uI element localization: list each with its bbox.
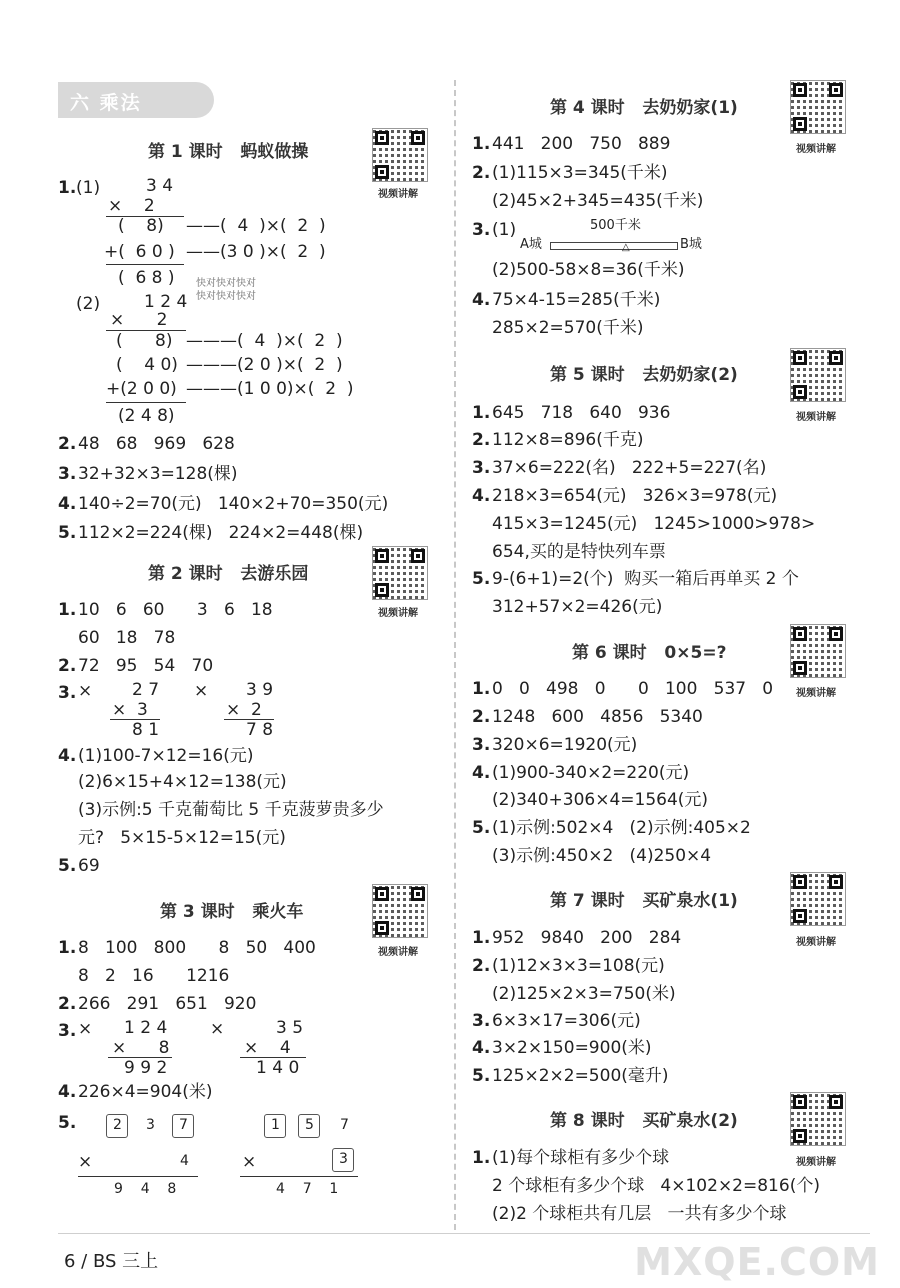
answer: (2)45×2+345=435(千米): [492, 191, 704, 211]
question-number: 3.: [58, 683, 77, 703]
answer: (1): [492, 220, 517, 240]
answer: (3)示例:450×2 (4)250×4: [492, 846, 712, 866]
qr-code-lesson-8[interactable]: [790, 1092, 846, 1146]
answer: (2)6×15+4×12=138(元): [78, 772, 287, 792]
city-a-label: A城: [520, 237, 542, 252]
digit: 4 7 1: [276, 1181, 339, 1197]
calc-row: 3 4: [146, 176, 174, 196]
question-number: 2.: [58, 994, 77, 1014]
answer: (2)340+306×4=1564(元): [492, 790, 709, 810]
calc-row: × 2: [110, 310, 168, 330]
question-number: 5.: [472, 818, 491, 838]
qr-caption: 视频讲解: [796, 1157, 836, 1168]
calc-row: ( 6 8 ): [118, 268, 175, 288]
calc-row: × 3: [112, 700, 148, 720]
answer: 3×2×150=900(米): [492, 1038, 652, 1058]
mark: ×: [78, 1152, 93, 1172]
digit: 4: [180, 1153, 189, 1169]
note: 快对快对快对: [196, 278, 256, 289]
answer: 37×6=222(名) 222+5=227(名): [492, 458, 767, 478]
answer: 952 9840 200 284: [492, 928, 682, 948]
question-number: 1.: [58, 938, 77, 958]
qr-code-lesson-7[interactable]: [790, 872, 846, 926]
question-number: 3.: [472, 458, 491, 478]
calc-row: ( 8): [118, 216, 164, 236]
mark: ×: [194, 681, 209, 701]
calc-row: 3 5: [276, 1018, 304, 1038]
answer: 218×3=654(元) 326×3=978(元): [492, 486, 778, 506]
digit: 9 4 8: [114, 1181, 177, 1197]
answer: 72 95 54 70: [78, 656, 214, 676]
answer: 112×2=224(棵) 224×2=448(棵): [78, 523, 364, 543]
route-bar: [550, 242, 678, 250]
answer: 元? 5×15-5×12=15(元): [78, 828, 286, 848]
calc-row: +(2 0 0): [106, 379, 177, 399]
calc-row: ———(1 0 0)×( 2 ): [186, 379, 354, 399]
chapter-title: 六 乘法: [70, 92, 142, 114]
question-number: 3.: [472, 220, 491, 240]
question-number: 3.: [58, 464, 77, 484]
distance-label: 500千米: [590, 218, 641, 233]
answer: 112×8=896(千克): [492, 430, 644, 450]
question-number: 2.: [472, 430, 491, 450]
lesson-1-title: 第 1 课时 蚂蚁做操: [148, 142, 309, 162]
calc-row: ———(2 0 )×( 2 ): [186, 355, 343, 375]
answer: 69: [78, 856, 100, 876]
question-number: 5.: [472, 1066, 491, 1086]
calc-row: (2 4 8): [118, 406, 175, 426]
lesson-3-title: 第 3 课时 乘火车: [160, 902, 304, 922]
question-number: 3.: [58, 1021, 77, 1041]
answer: 10 6 60 3 6 18: [78, 600, 273, 620]
mark: ×: [242, 1152, 257, 1172]
answer: (3)示例:5 千克葡萄比 5 千克菠萝贵多少: [78, 800, 384, 820]
question-number: 2.: [472, 707, 491, 727]
calc-row: × 2: [108, 196, 155, 216]
digit: 1: [271, 1117, 280, 1133]
answer: 266 291 651 920: [78, 994, 257, 1014]
qr-caption: 视频讲解: [378, 608, 418, 619]
note: 快对快对快对: [196, 291, 256, 302]
question-number: 5.: [58, 1113, 77, 1133]
answer: 441 200 750 889: [492, 134, 671, 154]
qr-code-lesson-5[interactable]: [790, 348, 846, 402]
city-b-label: B城: [680, 237, 702, 252]
calc-row: ——(3 0 )×( 2 ): [186, 242, 326, 262]
answer: (2)2 个球柜共有几层 一共有多少个球: [492, 1204, 787, 1224]
answer: 285×2=570(千米): [492, 318, 644, 338]
lesson-4-title: 第 4 课时 去奶奶家(1): [550, 98, 738, 118]
answer: (1)12×3×3=108(元): [492, 956, 665, 976]
question-number: 4.: [472, 486, 491, 506]
qr-caption: 视频讲解: [796, 937, 836, 948]
question-number: 1.: [472, 928, 491, 948]
answer: 8 2 16 1216: [78, 966, 230, 986]
answer: (1)每个球柜有多少个球: [492, 1148, 670, 1168]
answer: (1)900-340×2=220(元): [492, 763, 690, 783]
calc-row: × 8: [112, 1038, 170, 1058]
digit: 2: [113, 1117, 122, 1133]
calc-line: [106, 264, 184, 265]
triangle-marker: △: [622, 242, 630, 253]
answer: 654,买的是特快列车票: [492, 542, 666, 562]
answer: 6×3×17=306(元): [492, 1011, 641, 1031]
calc-row: 3 9: [246, 680, 274, 700]
question-number: 3.: [472, 1011, 491, 1031]
calc-row: ———( 4 )×( 2 ): [186, 331, 343, 351]
sub-label: (1): [76, 178, 101, 198]
calc-row: × 2: [226, 700, 262, 720]
calc-row: 7 8: [246, 720, 274, 740]
question-number: 4.: [472, 763, 491, 783]
answer: 312+57×2=426(元): [492, 597, 663, 617]
qr-code-lesson-2[interactable]: [372, 546, 428, 600]
question-number: 2.: [58, 434, 77, 454]
calc-row: 1 2 4: [144, 292, 188, 312]
answer: 320×6=1920(元): [492, 735, 638, 755]
digit: 7: [340, 1117, 349, 1133]
answer: 75×4-15=285(千米): [492, 290, 661, 310]
question-number: 5.: [58, 523, 77, 543]
lesson-2-title: 第 2 课时 去游乐园: [148, 564, 309, 584]
qr-code-lesson-6[interactable]: [790, 624, 846, 678]
sub-label: (2): [76, 294, 101, 314]
answer: 8 100 800 8 50 400: [78, 938, 316, 958]
qr-caption: 视频讲解: [796, 144, 836, 155]
question-number: 2.: [58, 656, 77, 676]
answer: 226×4=904(米): [78, 1082, 213, 1102]
mark: ×: [210, 1019, 225, 1039]
answer: 125×2×2=500(毫升): [492, 1066, 669, 1086]
calc-row: ( 4 0): [116, 355, 178, 375]
answer: 645 718 640 936: [492, 403, 671, 423]
question-number: 1.: [58, 600, 77, 620]
answer: 48 68 969 628: [78, 434, 235, 454]
question-number: 1.: [472, 134, 491, 154]
answer: 2 个球柜有多少个球 4×102×2=816(个): [492, 1176, 820, 1196]
question-number: 1.: [472, 679, 491, 699]
watermark: MXQE.COM: [634, 1240, 880, 1284]
calc-row: ( 8): [116, 331, 173, 351]
answer: (1)115×3=345(千米): [492, 163, 668, 183]
question-number: 2.: [472, 956, 491, 976]
question-number: 5.: [58, 856, 77, 876]
answer: 1248 600 4856 5340: [492, 707, 703, 727]
qr-caption: 视频讲解: [796, 412, 836, 423]
lesson-5-title: 第 5 课时 去奶奶家(2): [550, 365, 738, 385]
mark: ×: [78, 1019, 93, 1039]
answer: 9-(6+1)=2(个) 购买一箱后再单买 2 个: [492, 569, 799, 589]
digit: 3: [339, 1151, 348, 1167]
qr-code-lesson-1[interactable]: [372, 128, 428, 182]
digit: 7: [179, 1117, 188, 1133]
qr-code-lesson-3[interactable]: [372, 884, 428, 938]
calc-row: 1 2 4: [124, 1018, 168, 1038]
qr-caption: 视频讲解: [378, 189, 418, 200]
footer-rule: [58, 1233, 870, 1234]
question-number: 1.: [58, 178, 77, 198]
digit: 5: [305, 1117, 314, 1133]
calc-row: 9 9 2: [124, 1058, 168, 1078]
question-number: 3.: [472, 735, 491, 755]
calc-row: +( 6 0 ): [104, 242, 175, 262]
answer: (2)500-58×8=36(千米): [492, 260, 685, 280]
lesson-7-title: 第 7 课时 买矿泉水(1): [550, 891, 738, 911]
calc-row: 8 1: [132, 720, 160, 740]
lesson-8-title: 第 8 课时 买矿泉水(2): [550, 1111, 738, 1131]
calc-line: [78, 1176, 198, 1177]
calc-line: [106, 402, 186, 403]
lesson-6-title: 第 6 课时 0×5=?: [572, 643, 727, 663]
question-number: 4.: [472, 290, 491, 310]
question-number: 1.: [472, 1148, 491, 1168]
qr-caption: 视频讲解: [796, 688, 836, 699]
calc-line: [240, 1176, 358, 1177]
answer: 0 0 498 0 0 100 537 0: [492, 679, 774, 699]
answer: (1)100-7×12=16(元): [78, 746, 254, 766]
calc-row: 2 7: [132, 680, 160, 700]
question-number: 1.: [472, 403, 491, 423]
answer: 32+32×3=128(棵): [78, 464, 238, 484]
question-number: 2.: [472, 163, 491, 183]
question-number: 4.: [58, 1082, 77, 1102]
question-number: 5.: [472, 569, 491, 589]
question-number: 4.: [58, 746, 77, 766]
mark: ×: [78, 681, 93, 701]
qr-code-lesson-4[interactable]: [790, 80, 846, 134]
answer: (2)125×2×3=750(米): [492, 984, 676, 1004]
calc-row: ——( 4 )×( 2 ): [186, 216, 326, 236]
answer: 140÷2=70(元) 140×2+70=350(元): [78, 494, 389, 514]
chapter-tab: [58, 82, 214, 118]
calc-row: 1 4 0: [256, 1058, 300, 1078]
column-divider: [454, 80, 456, 1230]
answer: 415×3=1245(元) 1245>1000>978>: [492, 514, 816, 534]
answer: 60 18 78: [78, 628, 176, 648]
page-footer: 6 / BS 三上: [64, 1251, 159, 1272]
calc-row: × 4: [244, 1038, 291, 1058]
question-number: 4.: [472, 1038, 491, 1058]
qr-caption: 视频讲解: [378, 947, 418, 958]
answer: (1)示例:502×4 (2)示例:405×2: [492, 818, 751, 838]
question-number: 4.: [58, 494, 77, 514]
digit: 3: [146, 1117, 155, 1133]
